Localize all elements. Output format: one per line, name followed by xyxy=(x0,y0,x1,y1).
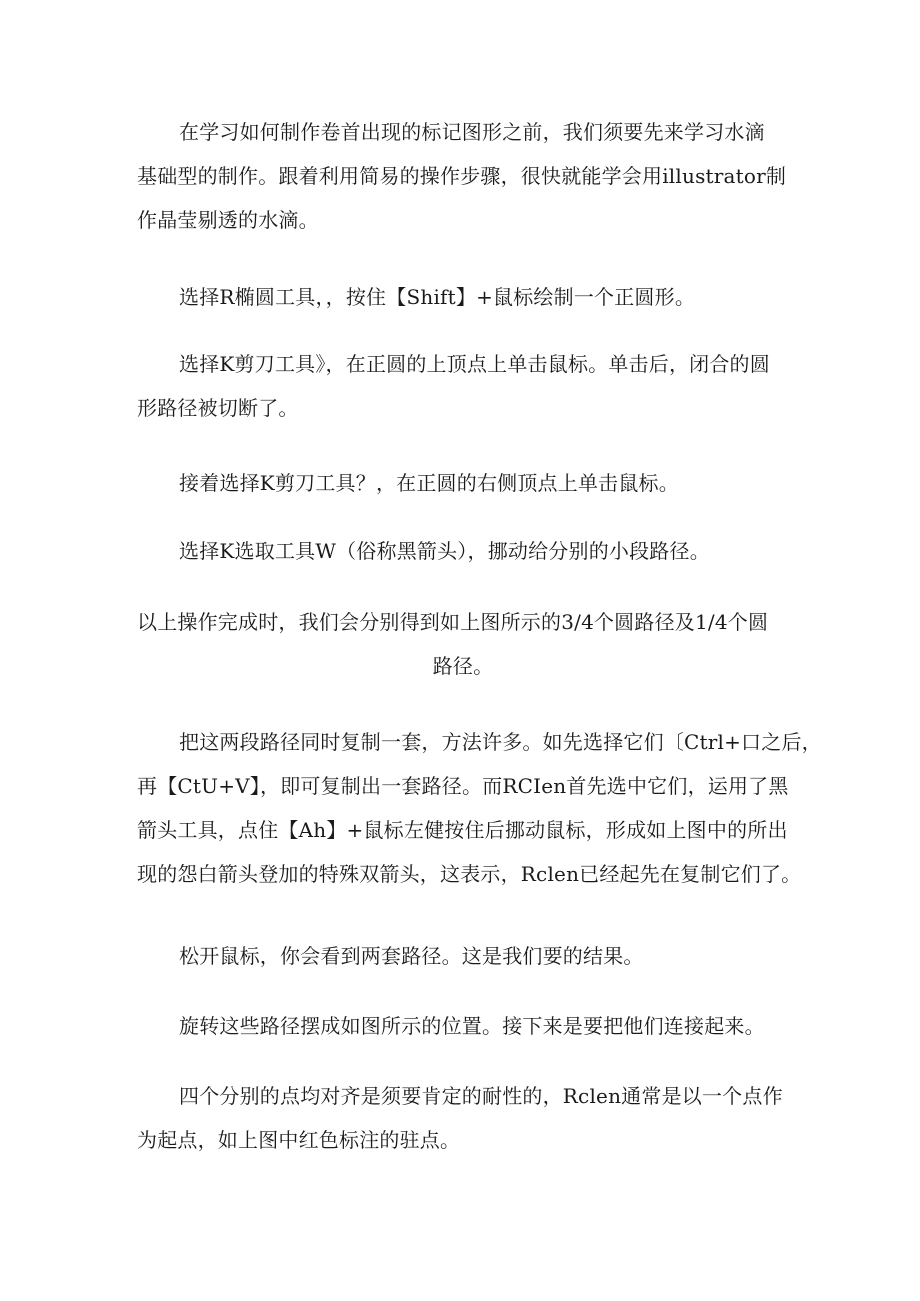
paragraph-line: 为起点，如上图中红色标注的驻点。 xyxy=(137,1128,461,1152)
paragraph-line: 选择K剪刀工具》，在正圆的上顶点上单击鼠标。单击后，闭合的圆 xyxy=(179,352,770,376)
paragraph-step-ellipse xyxy=(137,279,789,315)
paragraph-intro xyxy=(137,114,789,238)
paragraph-align-points xyxy=(137,1078,789,1158)
paragraph-line: 选择R椭圆工具，，按住【Shift】+鼠标绘制一个正圆形。 xyxy=(179,285,696,309)
paragraph-line: 以上操作完成时，我们会分别得到如上图所示的3/4个圆路径及1/4个圆 xyxy=(137,610,769,634)
paragraph-release-mouse xyxy=(137,938,789,974)
paragraph-line: 四个分别的点均对齐是须要肯定的耐性的，Rclen通常是以一个点作 xyxy=(179,1084,783,1108)
paragraph-line: 松开鼠标，你会看到两套路径。这是我们要的结果。 xyxy=(179,944,644,968)
paragraph-step-select xyxy=(137,533,789,569)
paragraph-line: 接着选择K剪刀工具？，在正圆的右侧顶点上单击鼠标。 xyxy=(179,471,679,495)
paragraph-rotate-paths xyxy=(137,1008,789,1044)
paragraph-line: 旋转这些路径摆成如图所示的位置。接下来是要把他们连接起来。 xyxy=(179,1014,765,1038)
paragraph-result-paths xyxy=(137,604,789,684)
paragraph-step-scissors-top xyxy=(137,346,789,426)
paragraph-line: 作晶莹剔透的水滴。 xyxy=(137,208,319,232)
paragraph-step-scissors-right xyxy=(137,465,789,501)
paragraph-line: 路径。 xyxy=(432,654,494,678)
paragraph-line: 选择K选取工具W（俗称黑箭头），挪动给分别的小段路径。 xyxy=(179,539,710,563)
paragraph-line: 现的怨白箭头登加的特殊双箭头，这表示，Rclen已经起先在复制它们了。 xyxy=(137,862,802,886)
paragraph-line: 基础型的制作。跟着利用简易的操作步骤，很快就能学会用illustrator制 xyxy=(137,164,787,188)
paragraph-line: 再【CtU+V】，即可复制出一套路径。而RCIen首先选中它们，运用了黑 xyxy=(137,774,789,798)
paragraph-line: 形路径被切断了。 xyxy=(137,396,299,420)
paragraph-line: 箭头工具，点住【Ah】+鼠标左健按住后挪动鼠标，形成如上图中的所出 xyxy=(137,818,788,842)
paragraph-copy-paths xyxy=(137,724,822,892)
paragraph-line: 在学习如何制作卷首出现的标记图形之前，我们须要先来学习水滴 xyxy=(179,120,765,144)
paragraph-line: 把这两段路径同时复制一套，方法许多。如先选择它们〔Ctrl+口之后， xyxy=(179,730,822,754)
